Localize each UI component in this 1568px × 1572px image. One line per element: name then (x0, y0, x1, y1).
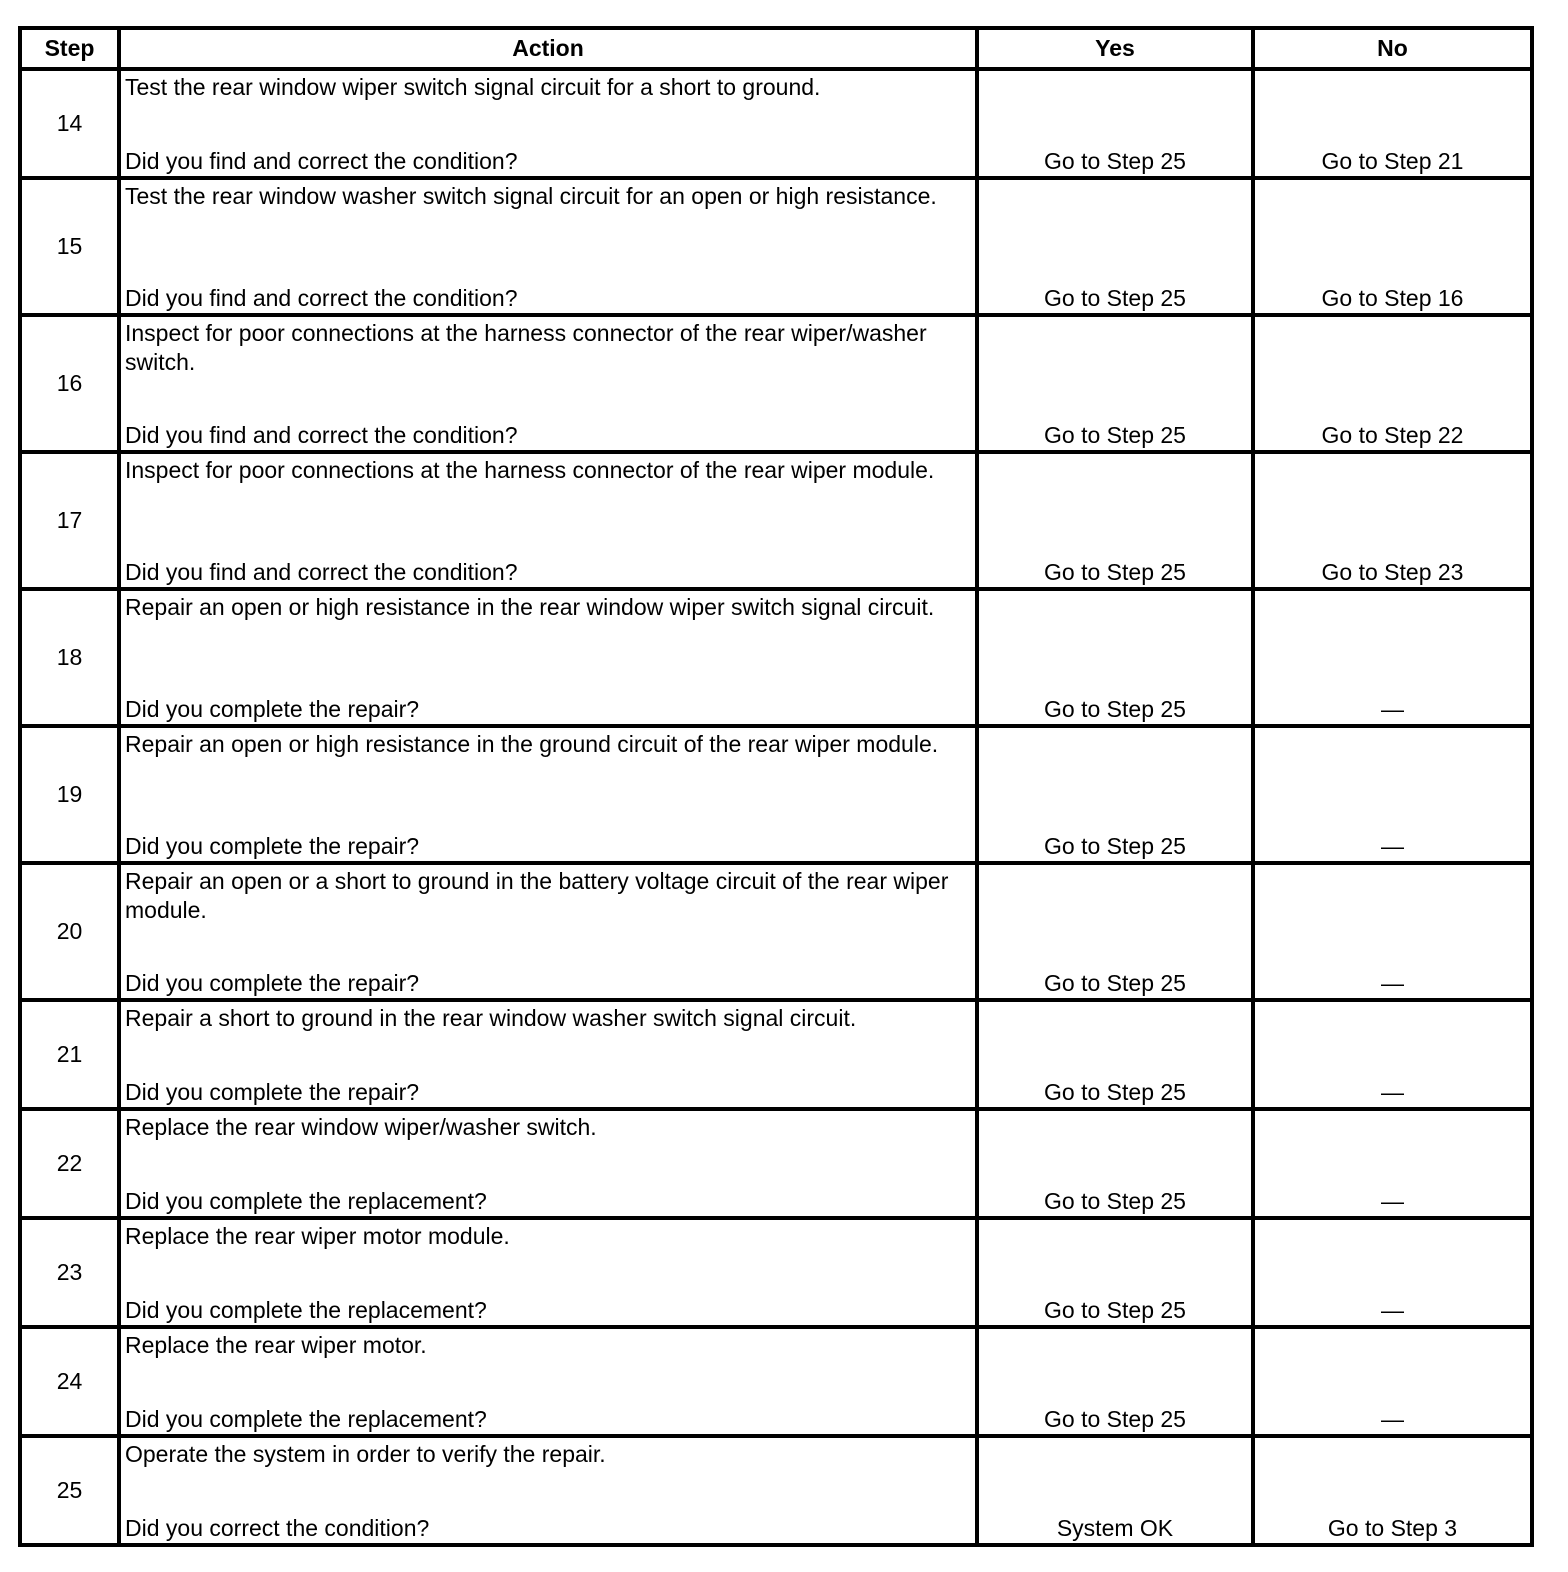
yes-result: Go to Step 25 (977, 1218, 1253, 1327)
action-text: Replace the rear wiper motor. (125, 1332, 427, 1358)
action-text: Replace the rear window wiper/washer switch. (125, 1114, 597, 1140)
header-action: Action (119, 28, 977, 69)
no-result: — (1253, 726, 1532, 863)
question-text: Did you find and correct the condition? (125, 422, 518, 448)
question-text: Did you find and correct the condition? (125, 285, 518, 311)
no-result: Go to Step 21 (1253, 69, 1532, 178)
action-cell (119, 726, 977, 863)
yes-result: Go to Step 25 (977, 863, 1253, 1000)
action-text: Test the rear window wiper switch signal circuit for a short to ground. (125, 74, 821, 100)
no-result: Go to Step 22 (1253, 315, 1532, 452)
table-row-step-24 (20, 1327, 1532, 1436)
table-row-step-19 (20, 726, 1532, 863)
action-cell (119, 452, 977, 589)
action-cell (119, 1000, 977, 1109)
step-number: 22 (20, 1109, 119, 1218)
step-number: 19 (20, 726, 119, 863)
action-text: Replace the rear wiper motor module. (125, 1223, 510, 1249)
table-row-step-21 (20, 1000, 1532, 1109)
question-text: Did you complete the replacement? (125, 1297, 487, 1323)
no-result: Go to Step 3 (1253, 1436, 1532, 1545)
header-no: No (1253, 28, 1532, 69)
step-number: 15 (20, 178, 119, 315)
no-result: Go to Step 23 (1253, 452, 1532, 589)
step-number: 18 (20, 589, 119, 726)
question-text: Did you find and correct the condition? (125, 559, 518, 585)
yes-result: System OK (977, 1436, 1253, 1545)
table-row-step-15 (20, 178, 1532, 315)
action-text: Repair a short to ground in the rear window washer switch signal circuit. (125, 1005, 857, 1031)
question-text: Did you correct the condition? (125, 1515, 430, 1541)
action-cell (119, 1436, 977, 1545)
question-text: Did you complete the repair? (125, 696, 420, 722)
question-text: Did you complete the replacement? (125, 1406, 487, 1432)
step-number: 25 (20, 1436, 119, 1545)
action-text: Inspect for poor connections at the harness connector of the rear wiper/washer switch. (125, 320, 927, 375)
yes-result: Go to Step 25 (977, 726, 1253, 863)
action-cell (119, 589, 977, 726)
table-row-step-18 (20, 589, 1532, 726)
yes-result: Go to Step 25 (977, 69, 1253, 178)
no-result: — (1253, 1109, 1532, 1218)
no-result: Go to Step 16 (1253, 178, 1532, 315)
no-result: — (1253, 589, 1532, 726)
action-cell (119, 1218, 977, 1327)
step-number: 14 (20, 69, 119, 178)
table-row-step-17 (20, 452, 1532, 589)
header-row (20, 28, 1532, 69)
action-text: Repair an open or a short to ground in the battery voltage circuit of the rear wiper module. (125, 868, 949, 923)
table-row-step-20 (20, 863, 1532, 1000)
yes-result: Go to Step 25 (977, 315, 1253, 452)
table-row-step-16 (20, 315, 1532, 452)
step-number: 20 (20, 863, 119, 1000)
no-result: — (1253, 863, 1532, 1000)
no-result: — (1253, 1000, 1532, 1109)
table-row-step-14 (20, 69, 1532, 178)
yes-result: Go to Step 25 (977, 589, 1253, 726)
yes-result: Go to Step 25 (977, 1000, 1253, 1109)
table-row-step-25 (20, 1436, 1532, 1545)
step-number: 17 (20, 452, 119, 589)
yes-result: Go to Step 25 (977, 452, 1253, 589)
question-text: Did you complete the repair? (125, 970, 420, 996)
table-row-step-23 (20, 1218, 1532, 1327)
action-text: Operate the system in order to verify the repair. (125, 1441, 606, 1467)
question-text: Did you complete the replacement? (125, 1188, 487, 1214)
action-text: Test the rear window washer switch signal circuit for an open or high resistance. (125, 183, 937, 209)
action-cell (119, 863, 977, 1000)
step-number: 16 (20, 315, 119, 452)
header-yes: Yes (977, 28, 1253, 69)
action-text: Inspect for poor connections at the harness connector of the rear wiper module. (125, 457, 935, 483)
step-number: 21 (20, 1000, 119, 1109)
question-text: Did you find and correct the condition? (125, 148, 518, 174)
yes-result: Go to Step 25 (977, 178, 1253, 315)
action-cell (119, 178, 977, 315)
diagnostic-table (18, 26, 1534, 1547)
step-number: 23 (20, 1218, 119, 1327)
action-text: Repair an open or high resistance in the ground circuit of the rear wiper module. (125, 731, 939, 757)
action-cell (119, 1109, 977, 1218)
question-text: Did you complete the repair? (125, 1079, 420, 1105)
no-result: — (1253, 1327, 1532, 1436)
no-result: — (1253, 1218, 1532, 1327)
step-number: 24 (20, 1327, 119, 1436)
action-text: Repair an open or high resistance in the rear window wiper switch signal circuit. (125, 594, 935, 620)
header-step: Step (20, 28, 119, 69)
action-cell (119, 1327, 977, 1436)
question-text: Did you complete the repair? (125, 833, 420, 859)
table-row-step-22 (20, 1109, 1532, 1218)
action-cell (119, 315, 977, 452)
yes-result: Go to Step 25 (977, 1109, 1253, 1218)
yes-result: Go to Step 25 (977, 1327, 1253, 1436)
action-cell (119, 69, 977, 178)
